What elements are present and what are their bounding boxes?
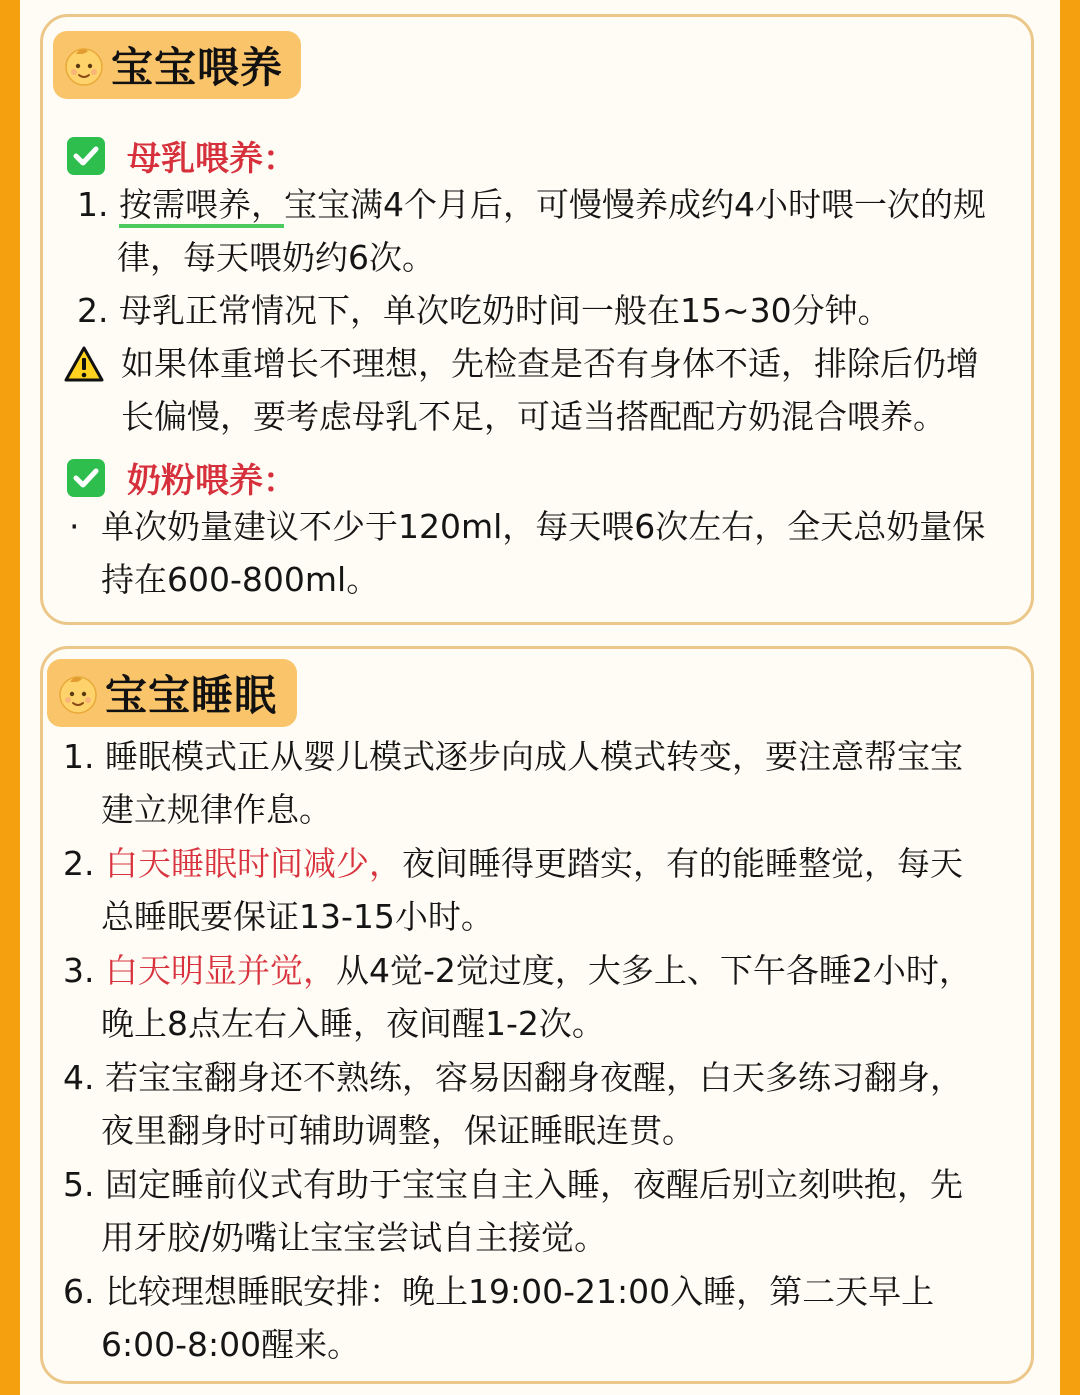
- sleep-title: 宝宝睡眠: [105, 671, 278, 720]
- green-check-icon: [67, 137, 105, 175]
- sleep-item-4-text: 若宝宝翻身还不熟练，容易因翻身夜醒，白天多练习翻身，: [105, 1058, 963, 1097]
- sleep-item-2-highlight: 白天睡眠时间减少，: [105, 844, 402, 883]
- sleep-card: [40, 646, 1034, 1384]
- sleep-item-2-text: 夜间睡得更踏实，有的能睡整觉，每天: [402, 844, 963, 883]
- sleep-title-pill: [47, 659, 297, 727]
- breast-item-1-line-2: 律，每天喂奶约6次。: [117, 238, 435, 277]
- sleep-item-1-text: 睡眠模式正从婴儿模式逐步向成人模式转变，要注意帮宝宝: [105, 737, 963, 776]
- breast-heading-text: 母乳喂养：: [127, 139, 297, 179]
- formula-line-1: 单次奶量建议不少于120ml，每天喂6次左右，全天总奶量保: [101, 507, 986, 546]
- sleep-item-6-text: 比较理想睡眠安排：晚上19:00-21:00入睡，第二天早上: [105, 1272, 935, 1311]
- sleep-item-3-line-1: [63, 951, 972, 991]
- formula-bullet: ·: [69, 507, 80, 546]
- sleep-item-3-highlight: 白天明显并觉，: [105, 951, 336, 990]
- list-number: 2.: [77, 291, 109, 330]
- feeding-card: [40, 14, 1034, 625]
- sleep-item-2-line-2: 总睡眠要保证13-15小时。: [101, 897, 494, 936]
- list-number: 5.: [63, 1165, 95, 1204]
- list-number: 3.: [63, 951, 95, 990]
- breast-item-1-text: 宝宝满4个月后，可慢慢养成约4小时喂一次的规: [284, 185, 986, 224]
- sleep-item-2-line-1: [63, 844, 963, 884]
- sleep-item-4-line-1: [63, 1058, 963, 1098]
- warning-line-2: 长偏慢，要考虑母乳不足，可适当搭配配方奶混合喂养。: [121, 397, 946, 436]
- sleep-item-5-text: 固定睡前仪式有助于宝宝自主入睡，夜醒后别立刻哄抱，先: [105, 1165, 963, 1204]
- highlight-on-demand: 按需喂养，: [119, 185, 284, 224]
- breast-item-2: [77, 291, 891, 331]
- sleep-item-1-line-1: [63, 737, 963, 777]
- formula-line-2: 持在600-800ml。: [101, 560, 380, 599]
- formula-heading-text: 奶粉喂养：: [127, 461, 297, 501]
- sleep-item-6-line-1: [63, 1272, 934, 1312]
- formula-feeding-heading: [67, 453, 297, 502]
- sleep-item-5-line-2: 用牙胶/奶嘴让宝宝尝试自主接觉。: [101, 1218, 608, 1257]
- warning-triangle-icon: [63, 345, 105, 383]
- feeding-title-pill: [53, 31, 301, 99]
- sleep-item-6-line-2: 6:00-8:00醒来。: [101, 1325, 361, 1364]
- sleep-item-3-line-2: 晚上8点左右入睡，夜间醒1-2次。: [101, 1004, 605, 1043]
- sleep-item-3-text: 从4觉-2觉过度，大多上、下午各睡2小时，: [336, 951, 972, 990]
- list-number: 2.: [63, 844, 95, 883]
- breast-feeding-heading: [67, 131, 297, 180]
- list-number: 1.: [63, 737, 95, 776]
- baby-face-icon: [55, 670, 101, 716]
- warning-line-1: 如果体重增长不理想，先检查是否有身体不适，排除后仍增: [121, 344, 979, 383]
- baby-face-icon: [61, 42, 107, 88]
- sleep-item-5-line-1: [63, 1165, 963, 1205]
- list-number: 1.: [77, 185, 109, 224]
- feeding-title: 宝宝喂养: [111, 43, 284, 92]
- list-number: 4.: [63, 1058, 95, 1097]
- green-check-icon: [67, 459, 105, 497]
- list-number: 6.: [63, 1272, 95, 1311]
- breast-item-1-line-1: [77, 185, 986, 225]
- sleep-item-1-line-2: 建立规律作息。: [101, 790, 332, 829]
- sleep-item-4-line-2: 夜里翻身时可辅助调整，保证睡眠连贯。: [101, 1111, 695, 1150]
- breast-item-2-text: 母乳正常情况下，单次吃奶时间一般在15~30分钟。: [119, 291, 891, 330]
